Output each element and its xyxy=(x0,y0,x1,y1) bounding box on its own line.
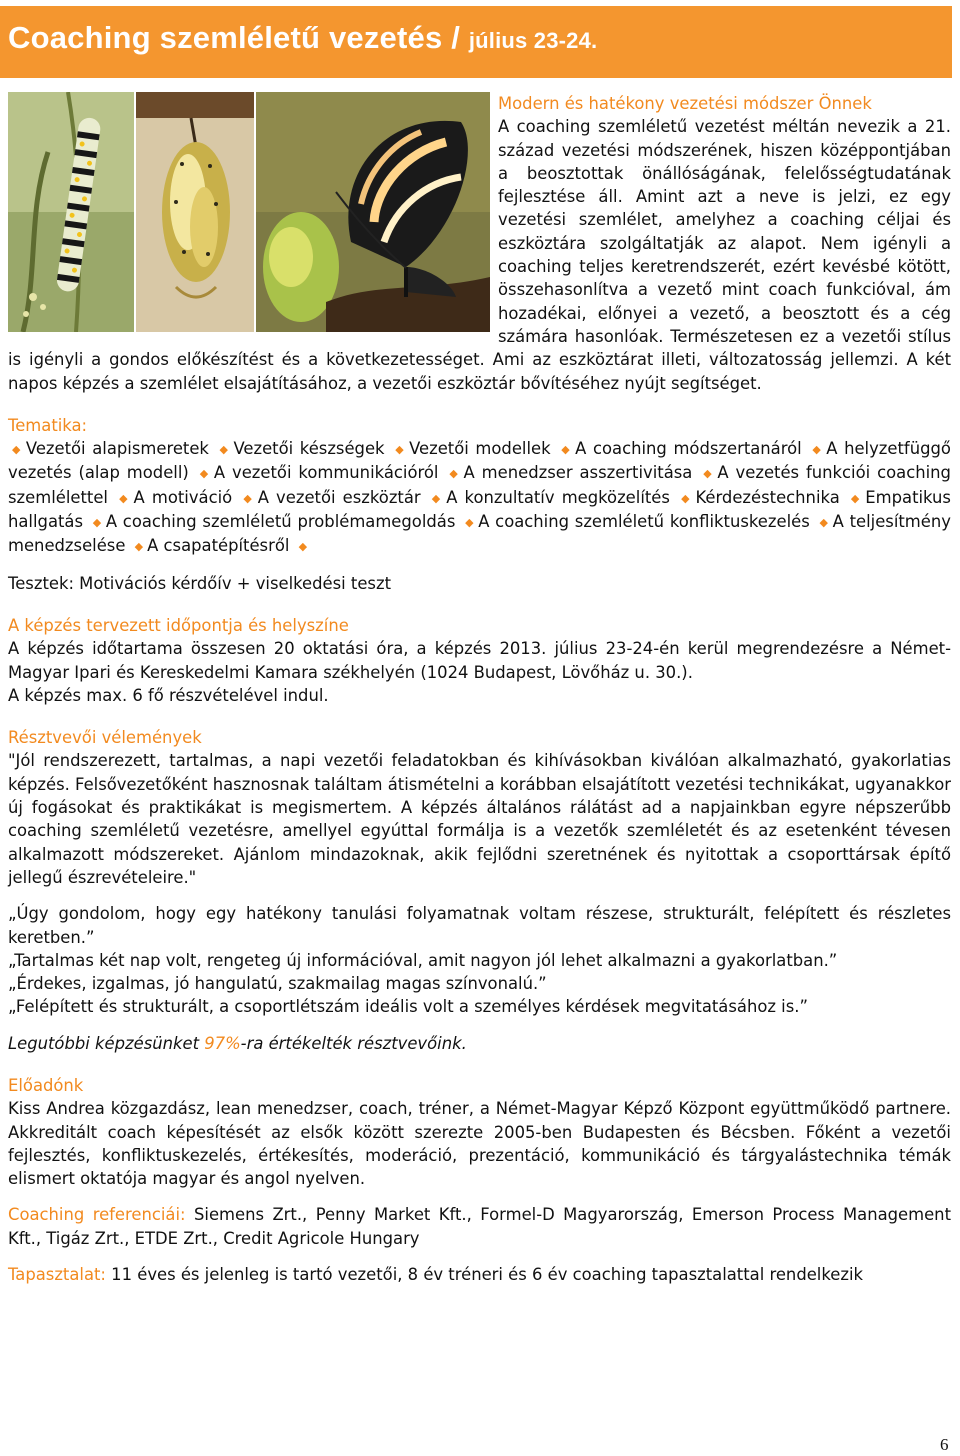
page-number: 6 xyxy=(940,1435,949,1454)
butterfly-metamorphosis-figure xyxy=(8,92,490,332)
experience-text: 11 éves és jelenleg is tartó vezetői, 8 év tréneri és 6 év coaching tapasztalattal rendelkezik xyxy=(105,1265,864,1285)
tematika-item: A coaching módszertanáról xyxy=(575,439,802,459)
tematika-item: Vezetői modellek xyxy=(409,439,551,459)
diamond-bullet-icon: ◆ xyxy=(850,491,862,505)
reviews-heading: Résztvevői vélemények xyxy=(8,728,202,748)
diamond-bullet-icon: ◆ xyxy=(681,491,692,505)
intro-heading: Modern és hatékony vezetési módszer Önnek xyxy=(498,94,872,113)
rating-suffix: -ra értékelték résztvevőink. xyxy=(240,1033,467,1053)
caterpillar-photo xyxy=(8,92,134,332)
trainer-bio: Kiss Andrea közgazdász, lean menedzser, coach, tréner, a Német-Magyar Képző Központ együttműködő partnere. Akkreditált coach képesítését az elsők között szerezte 2005-ben Budapesten és Bécsben. Főként a vezetői fejlesztés, konfliktuskezelés, értékesítés, moderáció, prezentáció, kommunikáció és tárgyalástechnika témák elismert oktatója magyar és angol nyelven. xyxy=(8,1099,951,1189)
schedule-text: A képzés időtartama összesen 20 oktatási óra, a képzés 2013. július 23-24-én kerül megrendezésre a Német-Magyar Ipari és Kereskedelmi Kamara székhelyén (1024 Budapest, Lövőház u. 30.). xyxy=(8,639,951,682)
tematika-item: A vezetés funkciói coaching szemlélettel xyxy=(8,463,951,507)
rating-line xyxy=(8,1032,951,1055)
tests-line: Tesztek: Motivációs kérdőív + viselkedési teszt xyxy=(8,573,392,593)
diamond-bullet-icon: ◆ xyxy=(12,443,22,457)
diamond-bullet-icon: ◆ xyxy=(812,443,823,457)
trainer-references xyxy=(8,1203,951,1250)
diamond-bullet-icon: ◆ xyxy=(395,443,406,457)
tematika-item: Vezetői készségek xyxy=(233,439,385,459)
page-title xyxy=(0,6,952,55)
tematika-item: A coaching szemléletű problémamegoldás xyxy=(105,512,456,532)
page-content xyxy=(8,92,951,1286)
review-main: "Jól rendszerezett, tartalmas, a napi vezetői feladatokban és kihívásokban kiválóan alkalmazható, gyakorlatias képzés. Felsővezetőként hasznosnak találtam átismételni a korábban elsajátított vezetési technikákat, ugyanakkor új fogásokat és praktikákat is megismertem. A képzés általános rálátást ad a napjainkban egyre népszerűbb coaching szemléletű vezetésre, amellyel egyúttal formálja is a vezetők szemléletét és az esetenként tévesen alkalmazott módszereket. Ajánlom mindazoknak, akik fejlődni szeretnének és nyitottak a csoporttársak építő jellegű észrevételeire." xyxy=(8,751,951,887)
title-text: Coaching szemléletű vezetés / xyxy=(8,20,469,55)
tematika-item: A vezetői kommunikációról xyxy=(213,463,439,483)
diamond-bullet-icon: ◆ xyxy=(134,540,144,554)
tematika-item: A menedzser asszertivitása xyxy=(463,463,693,483)
tematika-list xyxy=(8,437,951,558)
review-quote: „Érdekes, izgalmas, jó hangulatú, szakmailag magas színvonalú.” xyxy=(8,974,547,994)
tematika-item: A motiváció xyxy=(133,487,233,507)
references-text: Siemens Zrt., Penny Market Kft., Formel-D Magyarország, Emerson Process Management Kft., Tigáz Zrt., ETDE Zrt., Credit Agricole Hungary xyxy=(8,1205,951,1248)
review-quote: „Tartalmas két nap volt, rengeteg új információval, amit nagyon jól lehet alkalmazni a gyakorlatban.” xyxy=(8,950,838,970)
diamond-bullet-icon: ◆ xyxy=(243,491,254,505)
rating-value: 97% xyxy=(204,1033,241,1053)
tematika-item: Kérdezéstechnika xyxy=(695,487,840,507)
diamond-bullet-icon: ◆ xyxy=(92,516,102,530)
tematika-item: A helyzetfüggő vezetés (alap modell) xyxy=(8,439,951,483)
schedule-heading: A képzés tervezett időpontja és helyszíne xyxy=(8,615,349,635)
references-label: Coaching referenciái: xyxy=(8,1205,186,1225)
review-quote: „Úgy gondolom, hogy egy hatékony tanulási folyamatnak voltam részese, strukturált, felépített és részletes keretben.” xyxy=(8,904,951,947)
page-header xyxy=(0,6,952,78)
rating-prefix: Legutóbbi képzésünket xyxy=(8,1033,205,1053)
tematika-item: A csapatépítésről xyxy=(147,536,290,556)
schedule-note: A képzés max. 6 fő részvételével indul. xyxy=(8,685,329,705)
diamond-bullet-icon: ◆ xyxy=(199,467,210,481)
review-quote: „Felépített és strukturált, a csoportlétszám ideális volt a személyes kérdések megvitatásához is.” xyxy=(8,997,808,1017)
intro-text: A coaching szemléletű vezetést méltán nevezik a 21. század vezetési módszerének, hiszen középpontjában a beosztottak önállóságának, felelősségtudatának fejlesztése áll. Amint azt a neve is jelzi, ez egy vezetési szemlélet, amelyhez a coaching céljai és eszköztára szolgáltatják az alapot. Nem igényli a coaching teljes keretrendszerét, ezért kevésbé kötött, összehasonlítva a vezető mint coach funkcióval, ám hozadékai, előnyei a vezető, a beosztott és a cég számára hasonlóak. Természetesen ez a vezetői stílus is igényli a gondos előkészítést és a következetességet. Ami az eszköztárat illeti, változatosság jellemzi. A két napos képzés a szemlélet elsajátításához, a vezetői eszköztár bővítéséhez nyújt segítséget. xyxy=(8,117,951,393)
diamond-bullet-icon: ◆ xyxy=(561,443,572,457)
tematika-item: A vezetői eszköztár xyxy=(257,487,421,507)
tematika-item: Vezetői alapismeretek xyxy=(25,439,209,459)
tematika-heading: Tematika: xyxy=(8,415,88,435)
title-date: július 23-24. xyxy=(468,28,598,53)
trainer-heading: Előadónk xyxy=(8,1075,84,1095)
diamond-bullet-icon: ◆ xyxy=(431,491,443,505)
experience-label: Tapasztalat: xyxy=(8,1265,106,1285)
butterfly-photo xyxy=(256,92,490,332)
diamond-bullet-icon: ◆ xyxy=(298,540,308,554)
tematika-item: A teljesítmény menedzselése xyxy=(8,512,951,556)
tematika-item: A coaching szemléletű konfliktuskezelés xyxy=(478,512,810,532)
diamond-bullet-icon: ◆ xyxy=(219,443,230,457)
diamond-bullet-icon: ◆ xyxy=(465,516,475,530)
chrysalis-photo xyxy=(136,92,254,332)
diamond-bullet-icon: ◆ xyxy=(703,467,714,481)
diamond-bullet-icon: ◆ xyxy=(449,467,460,481)
tematika-item: A konzultatív megközelítés xyxy=(446,487,670,507)
trainer-experience xyxy=(8,1263,951,1286)
tematika-item: Empatikus hallgatás xyxy=(8,487,951,532)
diamond-bullet-icon: ◆ xyxy=(819,516,829,530)
diamond-bullet-icon: ◆ xyxy=(119,491,130,505)
